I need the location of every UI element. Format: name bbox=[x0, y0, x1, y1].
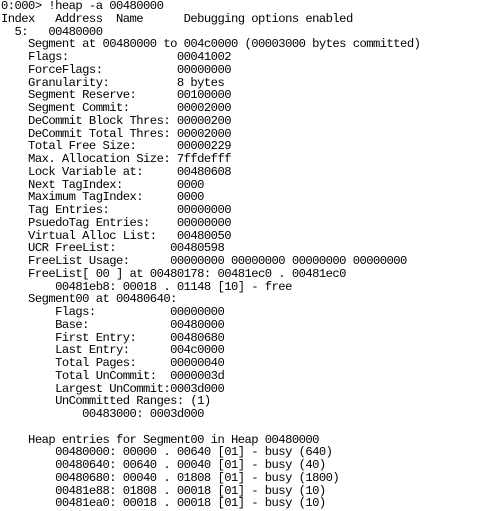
output-line: First Entry: 00480680 bbox=[1, 330, 225, 345]
output-line: Last Entry: 004c0000 bbox=[1, 343, 225, 358]
output-line: PsuedoTag Entries: 00000000 bbox=[1, 215, 231, 230]
output-line: DeCommit Block Thres: 00000200 bbox=[1, 113, 231, 128]
output-line: 00480680: 00040 . 01808 [01] - busy (1800) bbox=[1, 470, 340, 485]
output-line bbox=[1, 421, 498, 434]
output-line: Maximum TagIndex: 0000 bbox=[1, 190, 204, 205]
command-prompt-line: 0:000> !heap -a 00480000 bbox=[1, 0, 164, 13]
output-line: Largest UnCommit:0003d000 bbox=[1, 381, 225, 396]
output-line: Max. Allocation Size: 7ffdefff bbox=[1, 152, 231, 166]
output-line: UCR FreeList: 00480598 bbox=[1, 241, 225, 256]
output-line: Total Pages: 00000040 bbox=[1, 356, 225, 370]
output-line: 00481eb8: 00018 . 01148 [10] - free bbox=[1, 279, 292, 294]
output-line: DeCommit Total Thres: 00002000 bbox=[1, 126, 231, 141]
output-line: Segment Commit: 00002000 bbox=[1, 101, 231, 115]
output-line: Flags: 00000000 bbox=[1, 305, 225, 319]
output-line: Tag Entries: 00000000 bbox=[1, 203, 231, 217]
output-line: Total Free Size: 00000229 bbox=[1, 139, 231, 154]
output-line: ForceFlags: 00000000 bbox=[1, 62, 231, 77]
output-line: Segment at 00480000 to 004c0000 (00003000 bytes committed) bbox=[1, 37, 421, 52]
output-line: 00480000: 00000 . 00640 [01] - busy (640) bbox=[1, 445, 333, 460]
output-line: Index Address Name Debugging options enabled bbox=[1, 11, 353, 26]
output-line: 5: 00480000 bbox=[1, 24, 103, 39]
output-line: Segment00 at 00480640: bbox=[1, 292, 177, 307]
output-line: 00481e88: 01808 . 00018 [01] - busy (10) bbox=[1, 483, 326, 498]
output-line: Total UnCommit: 0000003d bbox=[1, 368, 225, 383]
output-line: FreeList Usage: 00000000 00000000 00000000 00000000 bbox=[1, 254, 407, 268]
output-line: 00483000: 0003d000 bbox=[1, 407, 204, 421]
output-line: 00481ea0: 00018 . 00018 [01] - busy (10) bbox=[1, 496, 326, 511]
output-line: Heap entries for Segment00 in Heap 00480000 bbox=[1, 432, 319, 447]
output-line: Next TagIndex: 0000 bbox=[1, 177, 204, 192]
output-line: Granularity: 8 bytes bbox=[1, 75, 225, 90]
output-line: 00480640: 00640 . 00040 [01] - busy (40) bbox=[1, 458, 326, 472]
output-line: Flags: 00041002 bbox=[1, 50, 231, 64]
output-line: UnCommitted Ranges: (1) bbox=[1, 394, 211, 409]
output-line: Virtual Alloc List: 00480050 bbox=[1, 228, 231, 243]
output-line: Base: 00480000 bbox=[1, 317, 225, 332]
output-line: FreeList[ 00 ] at 00480178: 00481ec0 . 00481ec0 bbox=[1, 266, 346, 281]
output-line: Lock Variable at: 00480608 bbox=[1, 164, 231, 179]
output-line: Segment Reserve: 00100000 bbox=[1, 88, 231, 103]
